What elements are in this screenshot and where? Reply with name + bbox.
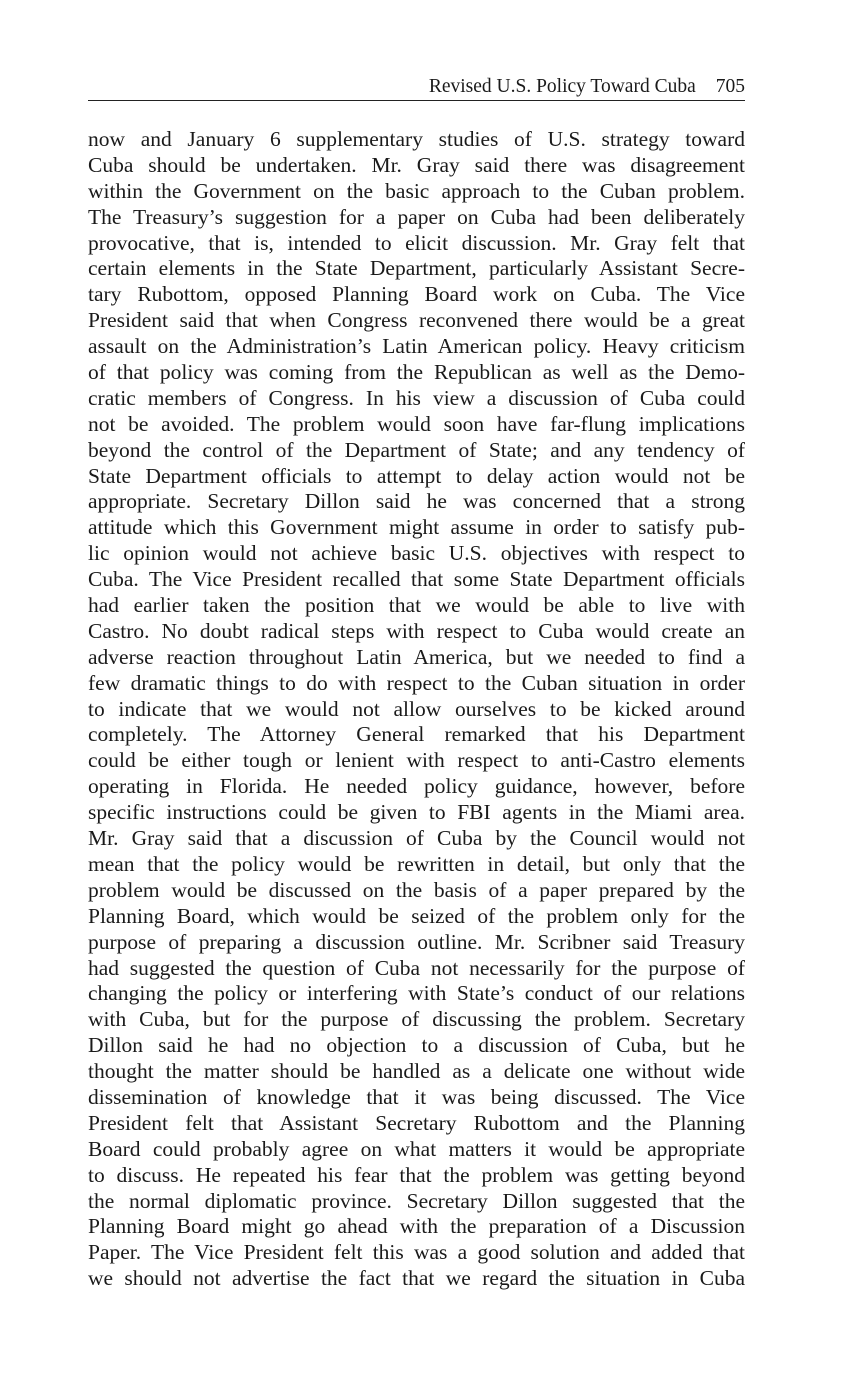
text-line: mean that the policy would be rewritten in detail, but only that the [88, 851, 745, 876]
page-number: 705 [715, 76, 745, 97]
text-line: specific instructions could be given to FBI agents in the Miami area. [88, 800, 745, 825]
text-line: could be either tough or lenient with respect to anti-Castro elements [88, 748, 745, 773]
text-line: President felt that Assistant Secretary Rubottom and the Planning [88, 1110, 745, 1135]
text-line: cratic members of Congress. In his view a discussion of Cuba could [88, 385, 745, 410]
text-line: assault on the Administration’s Latin American policy. Heavy criticism [88, 334, 745, 359]
text-line: Cuba. The Vice President recalled that some State Department officials [88, 567, 745, 592]
text-line: provocative, that is, intended to elicit discussion. Mr. Gray felt that [88, 230, 745, 255]
text-line: President said that when Congress reconvened there would be a great [88, 308, 745, 333]
text-line: to indicate that we would not allow ourselves to be kicked around [88, 696, 745, 721]
running-header [88, 74, 745, 101]
text-line: within the Government on the basic approach to the Cuban problem. [88, 178, 745, 203]
text-line: now and January 6 supplementary studies of U.S. strategy toward [88, 127, 745, 151]
text-line: Castro. No doubt radical steps with respect to Cuba would create an [88, 618, 745, 643]
text-line: appropriate. Secretary Dillon said he was concerned that a strong [88, 489, 745, 514]
text-line: adverse reaction throughout Latin America, but we needed to find a [88, 644, 745, 669]
text-line: Planning Board might go ahead with the preparation of a Discussion [88, 1214, 745, 1239]
text-line: to discuss. He repeated his fear that the problem was getting beyond [88, 1162, 745, 1187]
text-line: Mr. Gray said that a discussion of Cuba by the Council would not [88, 826, 745, 851]
text-line: Planning Board, which would be seized of the problem only for the [88, 903, 745, 928]
text-line: not be avoided. The problem would soon have far-flung implications [88, 411, 745, 436]
text-line: tary Rubottom, opposed Planning Board work on Cuba. The Vice [88, 282, 745, 307]
text-line: State Department officials to attempt to delay action would not be [88, 463, 745, 488]
text-line: had suggested the question of Cuba not necessarily for the purpose of [88, 955, 745, 980]
text-line: operating in Florida. He needed policy guidance, however, before [88, 774, 745, 799]
text-line: certain elements in the State Department, particularly Assistant Secre- [88, 256, 745, 281]
text-line: thought the matter should be handled as a delicate one without wide [88, 1059, 745, 1084]
text-line: completely. The Attorney General remarked that his Department [88, 722, 745, 747]
text-line: dissemination of knowledge that it was being discussed. The Vice [88, 1084, 745, 1109]
text-line: purpose of preparing a discussion outline. Mr. Scribner said Treasury [88, 929, 745, 954]
text-line: Dillon said he had no objection to a discussion of Cuba, but he [88, 1033, 745, 1058]
text-line: of that policy was coming from the Republican as well as the Demo- [88, 360, 745, 385]
text-line: with Cuba, but for the purpose of discussing the problem. Secretary [88, 1007, 745, 1032]
text-line: problem would be discussed on the basis of a paper prepared by the [88, 877, 745, 902]
text-line: lic opinion would not achieve basic U.S. objectives with respect to [88, 541, 745, 566]
running-title: Revised U.S. Policy Toward Cuba [428, 76, 696, 97]
text-line: Paper. The Vice President felt this was a good solution and added that [88, 1240, 745, 1265]
text-line: Board could probably agree on what matters it would be appropriate [88, 1136, 745, 1161]
text-line: The Treasury’s suggestion for a paper on Cuba had been deliberately [88, 204, 745, 229]
body-text [88, 127, 745, 1292]
text-line: had earlier taken the position that we would be able to live with [88, 593, 745, 618]
text-line: changing the policy or interfering with State’s conduct of our relations [88, 981, 745, 1006]
text-line: few dramatic things to do with respect to the Cuban situation in order [88, 670, 745, 695]
text-line: we should not advertise the fact that we regard the situation in Cuba [88, 1266, 745, 1291]
text-line: beyond the control of the Department of State; and any tendency of [88, 437, 745, 462]
text-line: attitude which this Government might assume in order to satisfy pub- [88, 515, 745, 540]
text-line: Cuba should be undertaken. Mr. Gray said there was disagreement [88, 152, 745, 177]
text-line: the normal diplomatic province. Secretary Dillon suggested that the [88, 1188, 745, 1213]
